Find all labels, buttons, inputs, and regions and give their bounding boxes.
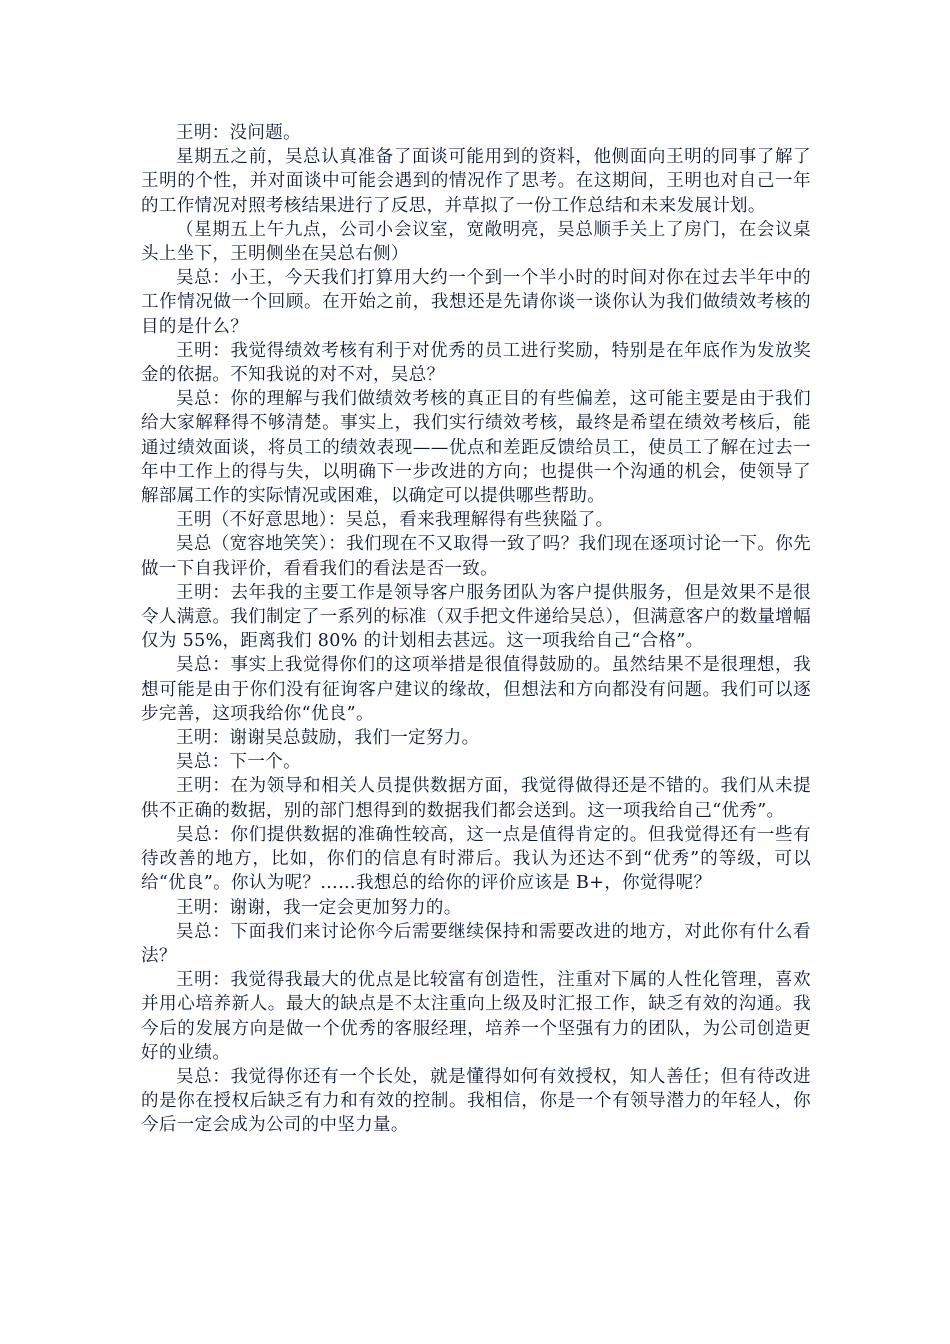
paragraph-18: 吴总：我觉得你还有一个长处，就是懂得如何有效授权，知人善任；但有待改进的是你在授权后缺乏有力和有效的控制。我相信，你是一个有领导潜力的年轻人，你今后一定会成为公司的中坚力量。 — [141, 1066, 811, 1136]
paragraph-1: 王明：没问题。 — [176, 123, 301, 143]
paragraph-11: 王明：谢谢吴总鼓励，我们一定努力。 — [176, 728, 480, 749]
paragraph-14: 吴总：你们提供数据的准确性较高，这一点是值得肯定的。但我觉得还有一些有待改善的地方，比如，你们的信息有时滞后。我认为还达不到“优秀”的等级，可以给“优良”。你认为呢？……我想总的给你的评价应该是 B+，你觉得呢？ — [141, 824, 811, 894]
paragraph-9: 王明：去年我的主要工作是领导客户服务团队为客户提供服务，但是效果不是很令人满意。我们制定了一系列的标准（双手把文件递给吴总），但满意客户的数量增幅仅为 55%，距离我们 80% 的计划相去甚远。这一项我给自己“合格”。 — [141, 582, 811, 652]
paragraph-12: 吴总：下一个。 — [176, 752, 301, 773]
paragraph-2: 星期五之前，吴总认真准备了面谈可能用到的资料，他侧面向王明的同事了解了王明的个性，并对面谈中可能会遇到的情况作了思考。在这期间，王明也对自己一年的工作情况对照考核结果进行了反思，并草拟了一份工作总结和未来发展计划。 — [141, 147, 811, 216]
paragraph-17: 王明：我觉得我最大的优点是比较富有创造性，注重对下属的人性化管理，喜欢并用心培养新人。最大的缺点是不太注重向上级及时汇报工作，缺乏有效的沟通。我今后的发展方向是做一个优秀的客服经理，培养一个坚强有力的团队，为公司创造更好的业绩。 — [141, 970, 811, 1063]
paragraph-7: 王明（不好意思地）：吴总，看来我理解得有些狭隘了。 — [176, 510, 614, 531]
paragraph-4: 吴总：小王，今天我们打算用大约一个到一个半小时的时间对你在过去半年中的工作情况做一个回顾。在开始之前，我想还是先请你谈一谈你认为我们做绩效考核的目的是什么？ — [141, 268, 811, 337]
paragraph-5: 王明：我觉得绩效考核有利于对优秀的员工进行奖励，特别是在年底作为发放奖金的依据。不知我说的对不对，吴总？ — [141, 340, 811, 386]
paragraph-6: 吴总：你的理解与我们做绩效考核的真正目的有些偏差，这可能主要是由于我们给大家解释得不够清楚。事实上，我们实行绩效考核，最终是希望在绩效考核后，能通过绩效面谈，将员工的绩效表现——优点和差距反馈给员工，使员工了解在过去一年中工作上的得与失，以明确下一步改进的方向；也提供一个沟通的机会，使领导了解部属工作的实际情况或困难，以确定可以提供哪些帮助。 — [141, 389, 811, 507]
paragraph-16: 吴总：下面我们来讨论你今后需要继续保持和需要改进的地方，对此你有什么看法？ — [141, 921, 811, 966]
paragraph-3: （星期五上午九点，公司小会议室，宽敞明亮，吴总顺手关上了房门，在会议桌头上坐下，王明侧坐在吴总右侧） — [141, 219, 811, 265]
paragraph-15: 王明：谢谢，我一定会更加努力的。 — [176, 897, 462, 918]
paragraph-10: 吴总：事实上我觉得你们的这项举措是很值得鼓励的。虽然结果不是很理想，我想可能是由于你们没有征询客户建议的缘故，但想法和方向都没有问题。我们可以逐步完善，这项我给你“优良”。 — [141, 655, 811, 724]
paragraph-13: 王明：在为领导和相关人员提供数据方面，我觉得做得还是不错的。我们从未提供不正确的数据，别的部门想得到的数据我们都会送到。这一项我给自己“优秀”。 — [141, 776, 811, 821]
document-body — [141, 121, 811, 1138]
paragraph-8: 吴总（宽容地笑笑）：我们现在不又取得一致了吗？我们现在逐项讨论一下。你先做一下自我评价，看看我们的看法是否一致。 — [141, 534, 811, 579]
